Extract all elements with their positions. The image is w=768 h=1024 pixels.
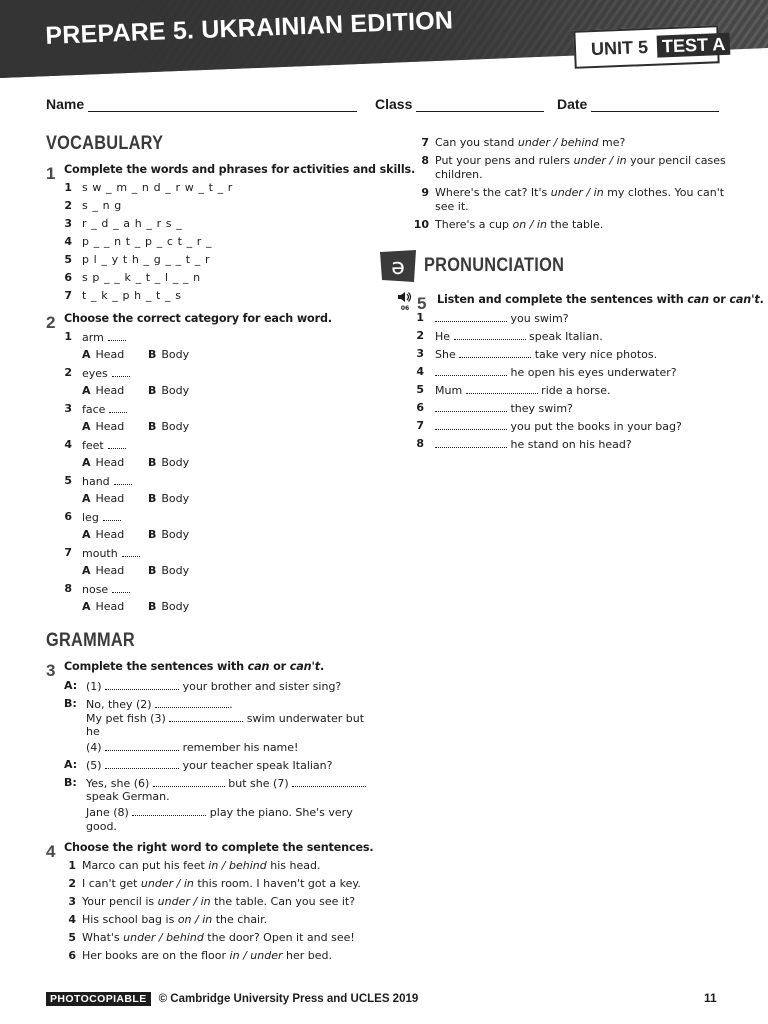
line-text: (1)	[86, 680, 106, 693]
sentence-text: he stand on his head?	[507, 438, 632, 451]
option-b[interactable]	[148, 384, 189, 398]
dialogue-line	[86, 805, 353, 820]
item-number: 4	[68, 913, 76, 926]
sentence-text: What's	[82, 931, 124, 944]
line-text: your teacher speak Italian?	[179, 759, 333, 772]
word-choice[interactable]: in / behind	[208, 859, 267, 872]
option-letter: A	[82, 384, 91, 397]
instruction-text: Complete the sentences with	[64, 660, 248, 673]
option-text: Body	[161, 564, 190, 577]
sentence-text: take very nice photos.	[531, 348, 658, 361]
date-line[interactable]	[591, 98, 719, 112]
unit-label: UNIT 5	[590, 36, 649, 59]
item-number: 8	[421, 154, 429, 167]
item-number: 6	[68, 949, 76, 962]
instruction-text: .	[319, 660, 325, 673]
word-label: hand	[82, 475, 110, 488]
answer-gap[interactable]	[466, 383, 538, 394]
item-number: 7	[64, 289, 72, 302]
copyright-text: © Cambridge University Press and UCLES 2019	[158, 993, 419, 1005]
sentence-text: me?	[598, 136, 626, 149]
sentence	[435, 329, 603, 344]
option-letter: A	[82, 348, 91, 361]
word-choice[interactable]: on / in	[512, 218, 547, 231]
name-label: Name	[46, 96, 85, 112]
word-label: arm	[82, 331, 104, 344]
letter-puzzle: s w _ m _ n d _ r w _ t _ r	[82, 181, 233, 194]
item-number: 5	[416, 383, 424, 396]
question-instruction	[64, 660, 324, 673]
question-instruction: Complete the words and phrases for activities and skills.	[64, 163, 416, 176]
item-number: 2	[64, 199, 72, 212]
vocabulary-heading: VOCABULARY	[46, 133, 164, 154]
word-choice[interactable]: under / behind	[123, 931, 204, 944]
dialogue-line: speak German.	[86, 790, 170, 803]
item-number: 1	[64, 330, 72, 343]
option-letter: A	[82, 492, 91, 505]
line-text: Yes, she (6)	[86, 777, 153, 790]
answer-gap[interactable]	[435, 437, 507, 448]
sentence-text: I can't get	[82, 877, 141, 890]
option-letter: B	[148, 492, 157, 505]
answer-gap[interactable]	[153, 776, 225, 787]
item-number: 2	[64, 366, 72, 379]
page-number: 11	[704, 991, 717, 1005]
option-b[interactable]	[148, 528, 189, 542]
sentence-text: Where's the cat? It's	[435, 186, 551, 199]
option-text: Body	[161, 384, 190, 397]
item-number: 1	[64, 181, 72, 194]
sentence-text: the door? Open it and see!	[203, 931, 355, 944]
sentence-text: Mum	[435, 384, 466, 397]
instruction-text: or	[708, 293, 730, 306]
item-number: 6	[64, 271, 72, 284]
sentence	[435, 419, 682, 434]
sentence-text: this room. I haven't got a key.	[193, 877, 361, 890]
option-letter: B	[148, 420, 157, 433]
date-label: Date	[557, 96, 588, 112]
sentence-continuation: children.	[435, 168, 483, 181]
sentence-text: Can you stand	[435, 136, 518, 149]
test-label: TEST A	[657, 33, 731, 58]
sentence	[82, 949, 332, 963]
letter-puzzle: s p _ _ k _ t _ l _ _ n	[82, 271, 201, 284]
sentence-text: you put the books in your bag?	[507, 420, 682, 433]
sentence-text: Marco can put his feet	[82, 859, 209, 872]
instruction-word: can't	[289, 660, 320, 673]
option-b[interactable]	[148, 348, 189, 362]
sentence	[82, 895, 355, 909]
sentence-text: Put your pens and rulers	[435, 154, 574, 167]
line-text: No, they (2)	[86, 698, 156, 711]
option-text: Head	[95, 384, 125, 397]
sentence	[435, 136, 625, 150]
option-b[interactable]	[148, 600, 189, 614]
dialogue-line	[86, 740, 298, 755]
sentence	[435, 154, 726, 168]
option-a[interactable]	[82, 600, 124, 614]
line-text: (5)	[86, 759, 106, 772]
answer-gap[interactable]	[103, 510, 121, 521]
sentence-text: the chair.	[212, 913, 268, 926]
answer-gap[interactable]	[114, 474, 132, 485]
item-number: 7	[416, 419, 424, 432]
option-b[interactable]	[148, 492, 189, 506]
sentence	[435, 401, 573, 416]
answer-gap[interactable]	[155, 697, 229, 708]
instruction-word: can	[687, 293, 709, 306]
option-a[interactable]	[82, 492, 124, 506]
page-title: PREPARE 5. UKRAINIAN EDITION	[44, 6, 454, 51]
option-text: Body	[161, 420, 190, 433]
answer-gap[interactable]	[108, 438, 126, 449]
footer	[46, 991, 418, 1007]
word-row	[82, 510, 121, 525]
option-a[interactable]	[82, 528, 124, 542]
sentence-text: the table.	[546, 218, 604, 231]
option-a[interactable]	[82, 564, 124, 578]
sentence-text: Her books are on the floor	[82, 949, 230, 962]
option-a[interactable]	[82, 348, 124, 362]
speaker-label: A:	[64, 758, 78, 771]
letter-puzzle: p l _ y t h _ g _ _ t _ r	[82, 253, 211, 266]
dialogue-line	[86, 697, 233, 712]
sentence	[82, 931, 355, 945]
question-number: 5	[417, 294, 427, 313]
word-choice[interactable]: under / behind	[517, 136, 599, 149]
dialogue-line: he	[86, 725, 100, 738]
line-text: .	[229, 698, 233, 711]
item-number: 3	[64, 217, 72, 230]
speaker-label: B:	[64, 776, 77, 789]
option-a[interactable]	[82, 420, 124, 434]
item-number: 6	[64, 510, 72, 523]
answer-gap[interactable]	[292, 776, 366, 787]
option-text: Head	[95, 492, 125, 505]
word-label: nose	[82, 583, 109, 596]
line-text: play the piano. She's very	[206, 806, 353, 819]
dialogue-line	[86, 776, 366, 791]
sentence-text: His school bag is	[82, 913, 178, 926]
word-row	[82, 402, 127, 417]
answer-gap[interactable]	[105, 679, 179, 690]
item-number: 8	[416, 437, 424, 450]
speaker-icon[interactable]	[397, 291, 413, 311]
sentence-text: they swim?	[507, 402, 573, 415]
option-b[interactable]	[148, 456, 189, 470]
sentence-text: ride a horse.	[537, 384, 611, 397]
option-letter: B	[148, 456, 157, 469]
item-number: 7	[421, 136, 429, 149]
option-letter: B	[148, 600, 157, 613]
instruction-text: Listen and complete the sentences with	[437, 293, 688, 306]
sentence-text: my clothes. You can't	[603, 186, 725, 199]
word-choice[interactable]: under / in	[550, 186, 604, 199]
line-text: swim underwater but	[243, 712, 365, 725]
item-number: 3	[416, 347, 424, 360]
sentence	[82, 913, 267, 927]
sentence-text: the table. Can you see it?	[210, 895, 356, 908]
item-number: 3	[64, 402, 72, 415]
item-number: 5	[64, 474, 72, 487]
sentence-text: She	[435, 348, 460, 361]
sentence-text: you swim?	[507, 312, 569, 325]
word-row	[82, 582, 130, 597]
sentence	[435, 383, 610, 398]
question-instruction: Choose the correct category for each word.	[64, 312, 332, 325]
option-text: Head	[95, 564, 125, 577]
answer-gap[interactable]	[169, 711, 243, 722]
sentence	[435, 218, 603, 232]
sentence-continuation: see it.	[435, 200, 469, 213]
option-text: Head	[95, 600, 125, 613]
answer-gap[interactable]	[435, 365, 507, 376]
track-number: 06	[400, 305, 410, 311]
line-text: Jane (8)	[86, 806, 133, 819]
unit-badge	[573, 25, 726, 69]
word-row	[82, 330, 126, 345]
word-label: leg	[82, 511, 99, 524]
sentence-text: speak Italian.	[525, 330, 603, 343]
dialogue-line	[86, 679, 341, 694]
word-choice[interactable]: under / in	[140, 877, 194, 890]
word-choice[interactable]: in / under	[229, 949, 283, 962]
instruction-word: can	[247, 660, 270, 673]
item-number: 1	[416, 311, 424, 324]
sentence	[435, 311, 569, 326]
option-text: Head	[95, 348, 125, 361]
question-number: 2	[46, 313, 56, 332]
item-number: 8	[64, 582, 72, 595]
schwa-icon	[380, 250, 416, 282]
option-a[interactable]	[82, 384, 124, 398]
answer-gap[interactable]	[435, 401, 507, 412]
word-label: feet	[82, 439, 104, 452]
answer-gap[interactable]	[108, 330, 126, 341]
option-b[interactable]	[148, 564, 189, 578]
item-number: 7	[64, 546, 72, 559]
sentence	[435, 365, 677, 380]
word-row	[82, 546, 140, 561]
item-number: 9	[421, 186, 429, 199]
item-number: 4	[416, 365, 424, 378]
instruction-word: can't	[729, 293, 760, 306]
question-number: 3	[46, 661, 56, 680]
option-letter: A	[82, 420, 91, 433]
line-text: remember his name!	[179, 741, 299, 754]
answer-gap[interactable]	[112, 582, 130, 593]
answer-gap[interactable]	[459, 347, 531, 358]
option-letter: A	[82, 528, 91, 541]
option-letter: A	[82, 564, 91, 577]
letter-puzzle: r _ d _ a h _ r s _	[82, 217, 183, 230]
answer-gap[interactable]	[105, 740, 179, 751]
item-number: 6	[416, 401, 424, 414]
option-text: Body	[161, 600, 190, 613]
item-number: 5	[68, 931, 76, 944]
question-number: 1	[46, 164, 56, 183]
letter-puzzle: s _ n g	[82, 199, 122, 212]
photocopiable-badge: PHOTOCOPIABLE	[46, 992, 151, 1006]
letter-puzzle: p _ _ n t _ p _ c t _ r _	[82, 235, 213, 248]
sentence	[435, 437, 632, 452]
sentence-text: Your pencil is	[82, 895, 158, 908]
word-label: face	[82, 403, 106, 416]
speaker-label: A:	[64, 679, 78, 692]
sentence-text: He	[435, 330, 454, 343]
answer-gap[interactable]	[122, 546, 140, 557]
header-banner	[0, 0, 768, 85]
sentence-text: There's a cup	[435, 218, 513, 231]
word-label: eyes	[82, 367, 108, 380]
answer-gap[interactable]	[435, 311, 507, 322]
item-number: 2	[416, 329, 424, 342]
speaker-label: B:	[64, 697, 77, 710]
word-label: mouth	[82, 547, 118, 560]
item-number: 4	[64, 438, 72, 451]
dialogue-line	[86, 711, 364, 726]
word-choice[interactable]: under / in	[157, 895, 211, 908]
sentence	[435, 347, 657, 362]
option-letter: B	[148, 384, 157, 397]
class-line[interactable]	[416, 98, 544, 112]
item-number: 10	[413, 218, 429, 231]
option-a[interactable]	[82, 456, 124, 470]
grammar-heading: GRAMMAR	[46, 630, 135, 651]
option-letter: A	[82, 456, 91, 469]
question-instruction	[437, 293, 764, 306]
item-number: 3	[68, 895, 76, 908]
schwa-symbol: ə	[391, 255, 405, 280]
sentence	[435, 186, 724, 200]
option-letter: A	[82, 600, 91, 613]
option-text: Head	[95, 420, 125, 433]
sentence	[82, 859, 320, 873]
option-letter: B	[148, 348, 157, 361]
line-text: My pet fish (3)	[86, 712, 170, 725]
option-text: Body	[161, 456, 190, 469]
dialogue-line: good.	[86, 820, 117, 833]
question-instruction: Choose the right word to complete the sentences.	[64, 841, 374, 854]
option-text: Head	[95, 456, 125, 469]
sentence-text: your pencil cases	[626, 154, 726, 167]
word-choice[interactable]: on / in	[177, 913, 213, 926]
name-line[interactable]	[88, 98, 357, 112]
word-choice[interactable]: under / in	[573, 154, 627, 167]
word-row	[82, 438, 126, 453]
answer-gap[interactable]	[105, 758, 179, 769]
option-text: Head	[95, 528, 125, 541]
sentence-text: he open his eyes underwater?	[507, 366, 677, 379]
item-number: 2	[68, 877, 76, 890]
instruction-text: or	[269, 660, 290, 673]
class-label: Class	[375, 96, 413, 112]
option-letter: B	[148, 528, 157, 541]
option-text: Body	[161, 492, 190, 505]
sentence	[82, 877, 361, 891]
answer-gap[interactable]	[112, 366, 130, 377]
sentence-text: his head.	[266, 859, 321, 872]
pronunciation-heading: PRONUNCIATION	[424, 255, 565, 276]
word-row	[82, 474, 132, 489]
item-number: 5	[64, 253, 72, 266]
answer-gap[interactable]	[109, 402, 127, 413]
answer-gap[interactable]	[435, 419, 507, 430]
class-field[interactable]	[375, 94, 544, 112]
answer-gap[interactable]	[454, 329, 526, 340]
option-text: Body	[161, 528, 190, 541]
sentence-text: her bed.	[282, 949, 332, 962]
line-text: (4)	[86, 741, 106, 754]
date-field[interactable]	[557, 94, 719, 112]
word-row	[82, 366, 130, 381]
name-field[interactable]	[46, 94, 357, 112]
option-text: Body	[161, 348, 190, 361]
answer-gap[interactable]	[132, 805, 206, 816]
item-number: 1	[68, 859, 76, 872]
instruction-text: .	[759, 293, 764, 306]
dialogue-line	[86, 758, 332, 773]
option-b[interactable]	[148, 420, 189, 434]
question-number: 4	[46, 842, 56, 861]
item-number: 4	[64, 235, 72, 248]
line-text: your brother and sister sing?	[179, 680, 342, 693]
line-text: but she (7)	[224, 777, 293, 790]
letter-puzzle: t _ k _ p h _ t _ s	[82, 289, 182, 302]
option-letter: B	[148, 564, 157, 577]
